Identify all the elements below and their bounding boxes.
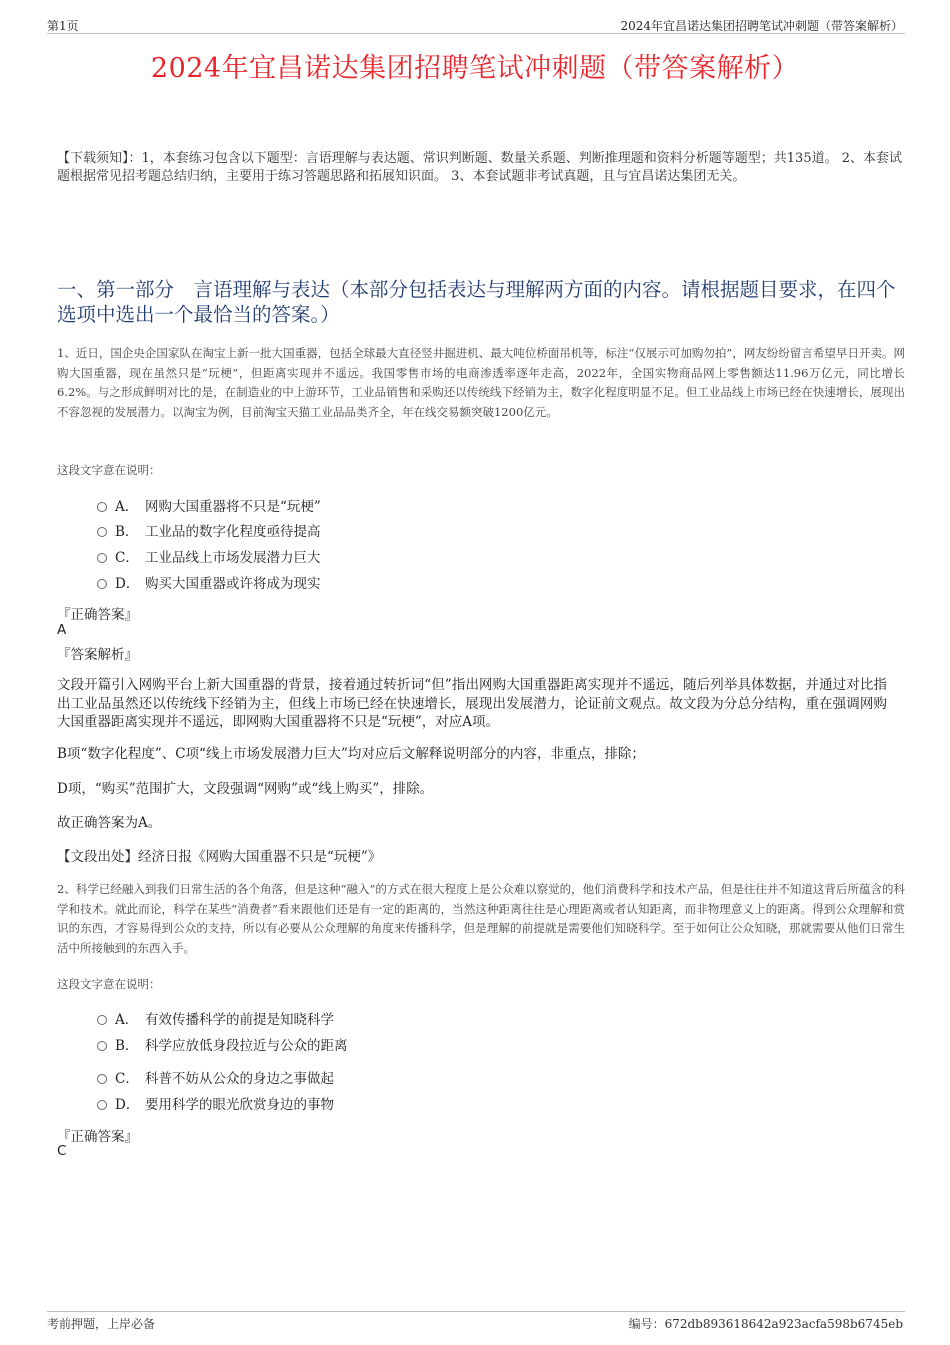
radio-icon[interactable] [97,1100,107,1110]
footer-rule [47,1311,905,1312]
header-rule [47,33,905,34]
footer-slogan: 考前押题，上岸必备 [47,1317,156,1331]
radio-icon[interactable] [97,1074,107,1084]
q1-option-c[interactable]: C． 工业品线上市场发展潜力巨大 [97,548,321,568]
radio-icon[interactable] [97,1041,107,1051]
q1-answer: A [57,622,67,638]
q2-answer-label: 『正确答案』 [57,1129,138,1145]
q1-analysis-2: B项“数字化程度”、C项“线上市场发展潜力巨大”均对应后文解释说明部分的内容，非重点，排除； [57,746,645,762]
header-doc-title: 2024年宜昌诺达集团招聘笔试冲刺题（带答案解析） [620,19,903,33]
page-number: 第1页 [47,19,79,33]
radio-icon[interactable] [97,502,107,512]
footer-serial: 编号：672db893618642a923acfa598b6745eb [628,1317,903,1331]
radio-icon[interactable] [97,579,107,589]
q1-option-b[interactable]: B． 工业品的数字化程度亟待提高 [97,522,321,542]
q1-source: 【文段出处】经济日报《网购大国重器不只是“玩梗”》 [57,849,382,865]
download-notice: 【下载须知】：1，本套练习包含以下题型：言语理解与表达题、常识判断题、数量关系题、判断推理题和资料分析题等题型；共135道。 2、本套试题根据常见招考题总结归纳，主要用于练习答题思路和拓展知识面。 3、本套试题非考试真题，且与宜昌诺达集团无关。 [57,151,902,184]
q2-option-d[interactable]: D． 要用科学的眼光欣赏身边的事物 [97,1095,334,1115]
q1-analysis-3: D项，“购买”范围扩大，文段强调“网购”或“线上购买”，排除。 [57,781,434,797]
q1-analysis-1: 文段开篇引入网购平台上新大国重器的背景，接着通过转折词“但”指出网购大国重器距离实现并不遥远，随后列举具体数据，并通过对比指出工业品虽然还以传统线下经销为主，但线上市场已经在快速增长，展现出发展潜力，论证前文观点。故文段为分总分结构，重在强调网购大国重器距离实现并不遥远，即网购大国重器将不只是“玩梗”，对应A项。 [57,677,887,730]
q1-analysis-4: 故正确答案为A。 [57,815,162,831]
q1-answer-label: 『正确答案』 [57,607,138,623]
q2-option-b[interactable]: B． 科学应放低身段拉近与公众的距离 [97,1036,348,1056]
q1-option-a[interactable]: A． 网购大国重器将不只是“玩梗” [97,497,321,517]
radio-icon[interactable] [97,527,107,537]
page-title: 2024年宜昌诺达集团招聘笔试冲刺题（带答案解析） [150,53,800,84]
question-1-prompt: 这段文字意在说明： [57,463,161,477]
radio-icon[interactable] [97,1015,107,1025]
question-2-prompt: 这段文字意在说明： [57,977,161,991]
q1-analysis-label: 『答案解析』 [57,647,138,663]
q2-answer: C [57,1143,67,1159]
radio-icon[interactable] [97,553,107,563]
question-1-text: 1、近日，国企央企国家队在淘宝上新一批大国重器，包括全球最大直径竖井掘进机、最大吨位桥面吊机等，标注“仅展示可加购勿拍”，网友纷纷留言希望早日开卖。网购大国重器，现在虽然只是“玩梗”，但距离实现并不遥远。我国零售市场的电商渗透率逐年走高，2022年，全国实物商品网上零售额达11.96万亿元，同比增长6.2%。与之形成鲜明对比的是，在制造业的中上游环节，工业品销售和采购还以传统线下经销为主，数字化程度明显不足。但工业品线上市场已经在快速增长，展现出不容忽视的发展潜力。以淘宝为例，目前淘宝天猫工业品品类齐全，年在线交易额突破1200亿元。 [57,346,905,419]
q1-option-d[interactable]: D． 购买大国重器或许将成为现实 [97,574,321,594]
question-2-text: 2、科学已经融入到我们日常生活的各个角落，但是这种“融入”的方式在很大程度上是公众难以察觉的，他们消费科学和技术产品，但是往往并不知道这背后所蕴含的科学和技术。就此而论，科学在某些“消费者”看来跟他们还是有一定的距离的，当然这种距离往往是心理距离或者认知距离，而非物理意义上的距离。得到公众理解和赏识的东西，才容易得到公众的支持，所以有必要从公众理解的角度来传播科学，但是理解的前提就是需要他们知晓科学。至于如何让公众知晓，那就需要从他们日常生活中所接触到的东西入手。 [57,882,905,955]
q2-option-c[interactable]: C． 科普不妨从公众的身边之事做起 [97,1069,334,1089]
section-heading: 一、第一部分 言语理解与表达（本部分包括表达与理解两方面的内容。请根据题目要求，在四个选项中选出一个最恰当的答案。） [57,278,896,326]
q2-option-a[interactable]: A． 有效传播科学的前提是知晓科学 [97,1010,334,1030]
